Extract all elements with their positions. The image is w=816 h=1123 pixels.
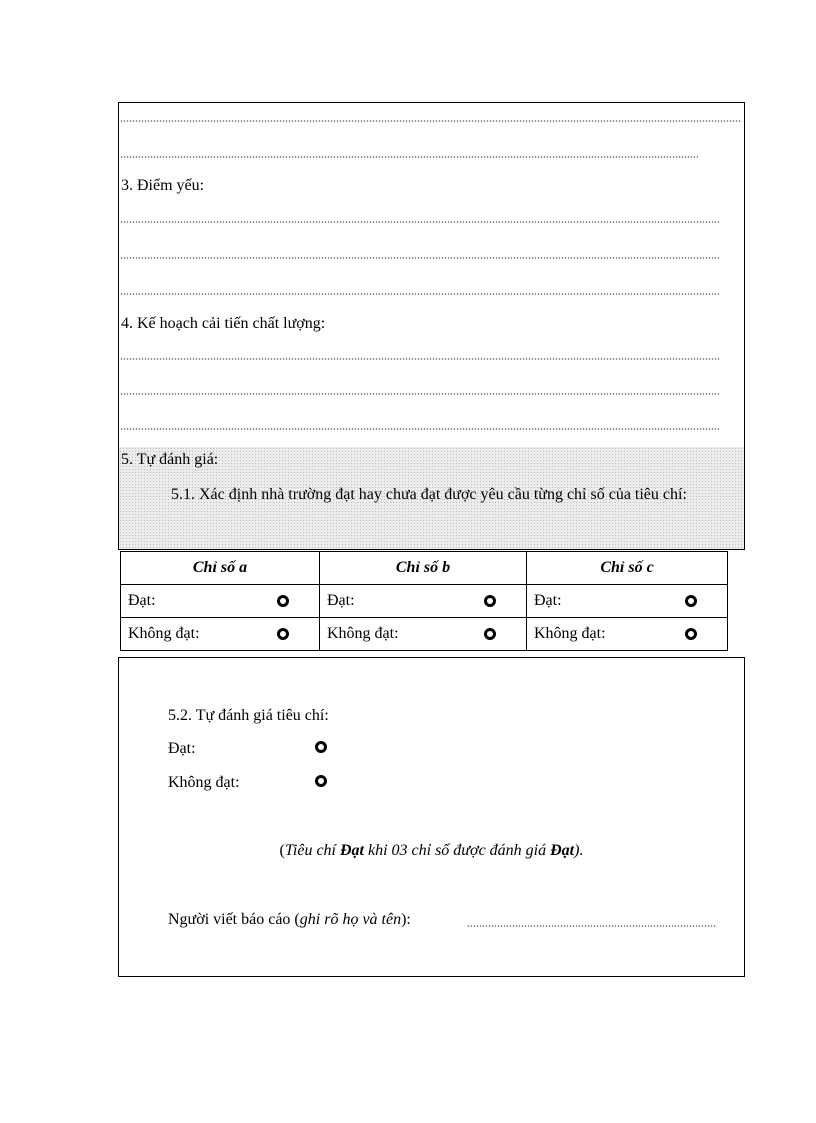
radio-c-fail[interactable]: [685, 628, 697, 640]
section-3-title: 3. Điểm yếu:: [121, 177, 205, 194]
table-row-fail: [121, 618, 728, 651]
radio-a-pass[interactable]: [277, 595, 289, 607]
note-text-2: khi 03 chỉ số được đánh giá: [363, 842, 551, 859]
pass-label: Đạt:: [128, 592, 156, 609]
criterion-pass-label: Đạt:: [168, 740, 196, 757]
cell-c-pass: [527, 585, 728, 618]
radio-c-pass[interactable]: [685, 595, 697, 607]
pass-rule-note: [119, 842, 744, 860]
weakness-line-3[interactable]: [120, 293, 720, 295]
radio-b-pass[interactable]: [484, 595, 496, 607]
reporter-label-end: ):: [401, 911, 411, 928]
radio-a-fail[interactable]: [277, 628, 289, 640]
table-header-row: [121, 552, 728, 585]
fail-label: Không đạt:: [534, 625, 606, 642]
header-indicator-a: Chỉ số a: [121, 552, 320, 585]
cell-a-pass: [121, 585, 320, 618]
weakness-line-1[interactable]: [120, 221, 720, 223]
fail-label: Không đạt:: [327, 625, 399, 642]
fail-label: Không đạt:: [128, 625, 200, 642]
criterion-fail-label: Không đạt:: [168, 774, 240, 791]
pass-label: Đạt:: [327, 592, 355, 609]
radio-criterion-fail[interactable]: [315, 775, 327, 787]
section-4-title: 4. Kế hoạch cải tiến chất lượng:: [121, 315, 326, 332]
indicator-table: [120, 551, 728, 651]
note-close: ).: [574, 842, 584, 859]
reporter-name-line[interactable]: [467, 925, 717, 927]
plan-line-2[interactable]: [120, 393, 720, 395]
plan-line-3[interactable]: [120, 428, 720, 430]
header-indicator-c: Chỉ số c: [527, 552, 728, 585]
weakness-line-2[interactable]: [120, 257, 720, 259]
cell-c-fail: [527, 618, 728, 651]
note-open-paren: (: [279, 842, 285, 859]
reporter-label: [168, 911, 411, 929]
note-text-1: Tiêu chí: [284, 842, 340, 859]
assessment-box-lower: [118, 657, 745, 977]
section-5-title: 5. Tự đánh giá:: [121, 451, 219, 468]
reporter-hint: ghi rõ họ và tên: [299, 911, 402, 928]
plan-line-1[interactable]: [120, 358, 720, 360]
cell-b-fail: [320, 618, 527, 651]
note-bold-2: Đạt: [550, 842, 575, 859]
pass-label: Đạt:: [534, 592, 562, 609]
assessment-box-upper: [118, 102, 745, 550]
reporter-label-text: Người viết báo cáo (: [168, 911, 300, 928]
note-bold-1: Đạt: [339, 842, 364, 859]
table-row-pass: [121, 585, 728, 618]
radio-b-fail[interactable]: [484, 628, 496, 640]
fill-line[interactable]: [120, 120, 742, 122]
section-5-2-title: 5.2. Tự đánh giá tiêu chí:: [168, 707, 329, 724]
section-5-1-text: 5.1. Xác định nhà trường đạt hay chưa đạt được yêu cầu từng chỉ số của tiêu chí:: [171, 486, 687, 503]
cell-b-pass: [320, 585, 527, 618]
fill-line[interactable]: [120, 156, 698, 158]
header-indicator-b: Chỉ số b: [320, 552, 527, 585]
cell-a-fail: [121, 618, 320, 651]
radio-criterion-pass[interactable]: [315, 741, 327, 753]
